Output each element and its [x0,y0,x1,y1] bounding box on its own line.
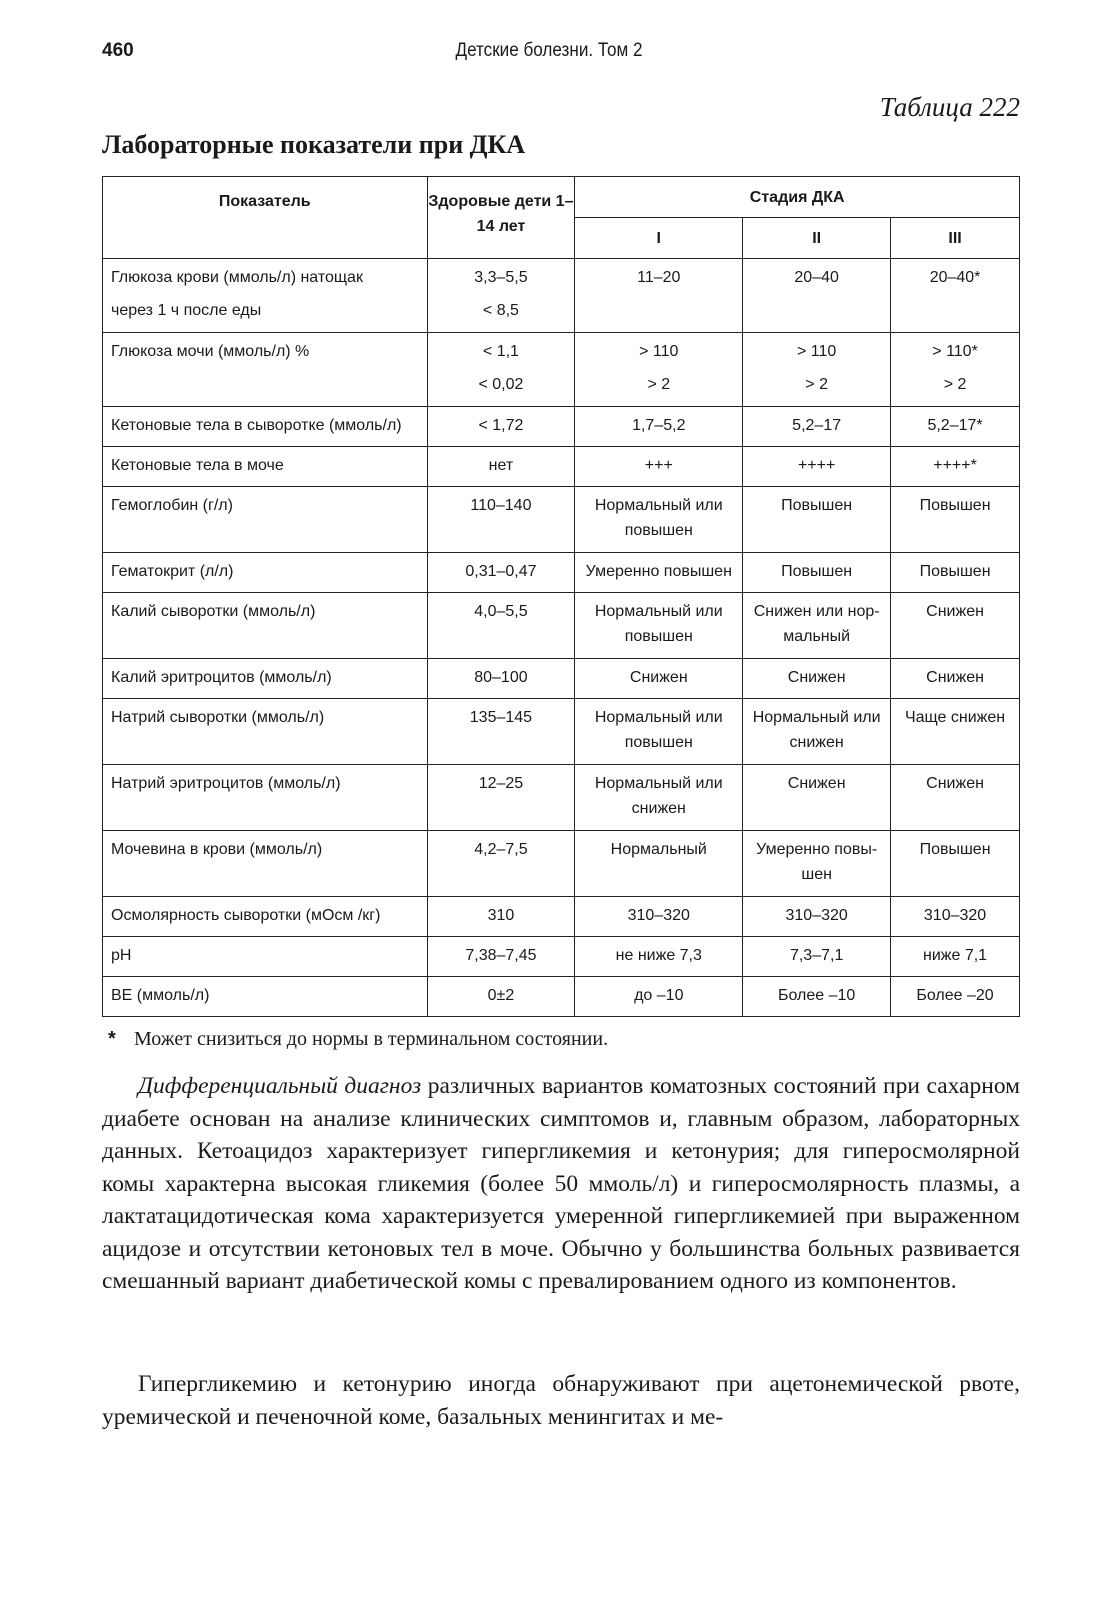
cell-line: Повышен [919,497,991,514]
cell-line: ++++* [933,457,977,474]
stage-3-header: III [891,218,1020,259]
indicator-cell [103,897,428,937]
cell-line: Снижен или нор- [753,603,880,620]
cell-line: 4,2–7,5 [474,841,528,858]
stage-3-cell [891,659,1020,699]
table-row [103,897,1020,937]
cell-line: > 110* [932,343,978,360]
stage-3-cell [891,977,1020,1017]
table-row [103,593,1020,659]
cell-line: 0±2 [487,987,515,1004]
cell-line: Повышен [919,841,991,858]
cell-line: > 2 [805,376,828,393]
col-stage-header: Стадия ДКА [575,177,1020,218]
cell-line: +++ [644,457,673,474]
cell-line: Более –10 [777,987,856,1004]
col-indicator-header: Показатель [103,177,428,259]
cell-line: 12–25 [478,775,524,792]
table-row [103,487,1020,553]
cell-line: 3,3–5,5 [474,269,528,286]
indicator-cell [103,593,428,659]
table-row [103,937,1020,977]
cell-line: 310–320 [627,907,690,924]
healthy-cell [427,699,575,765]
stage-1-cell [575,333,743,407]
table-row [103,831,1020,897]
stage-2-cell [743,699,891,765]
cell-line: Натрий сыворотки (ммоль/л) [111,709,325,726]
stage-3-cell [891,831,1020,897]
cell-line: > 110 [797,343,837,360]
stage-1-cell [575,831,743,897]
indicator-cell [103,699,428,765]
table-title: Лабораторные показатели при ДКА [102,130,526,159]
cell-line: не ниже 7,3 [615,947,702,964]
stage-2-cell [743,259,891,333]
stage-1-cell [575,553,743,593]
cell-line: Мочевина в крови (ммоль/л) [111,841,323,858]
stage-3-cell [891,897,1020,937]
cell-line: Снижен [787,669,846,686]
cell-line: > 2 [943,376,967,393]
cell-line: до –10 [634,987,684,1004]
indicator-cell [103,831,428,897]
stage-1-cell [575,699,743,765]
stage-3-cell [891,699,1020,765]
lab-table [102,176,1020,1017]
cell-line: Умеренно повышен [585,563,732,580]
cell-line: Повышен [781,497,853,514]
cell-line: < 0,02 [478,376,524,393]
cell-line: ниже 7,1 [923,947,988,964]
stage-1-cell [575,765,743,831]
healthy-cell [427,765,575,831]
table-row [103,659,1020,699]
table-row [103,333,1020,407]
stage-1-header: I [575,218,743,259]
stage-1-cell [575,447,743,487]
stage-3-cell [891,765,1020,831]
page-number: 460 [102,40,134,61]
cell-line: Глюкоза крови (ммоль/л) натощак [111,269,363,286]
stage-2-cell [743,333,891,407]
table-row [103,977,1020,1017]
indicator-cell [103,937,428,977]
indicator-cell [103,765,428,831]
stage-1-cell [575,977,743,1017]
stage-3-cell [891,333,1020,407]
cell-line: Кетоновые тела в моче [111,457,284,474]
cell-line: повышен [624,522,693,539]
stage-2-cell [743,407,891,447]
healthy-cell [427,659,575,699]
stage-3-cell [891,487,1020,553]
table-body [103,259,1020,1017]
stage-2-cell [743,487,891,553]
cell-line: Снижен [629,669,688,686]
stage-2-cell [743,765,891,831]
cell-line: BE (ммоль/л) [111,987,210,1004]
table-row [103,699,1020,765]
stage-1-cell [575,937,743,977]
indicator-cell [103,977,428,1017]
cell-line: Нормальный или [594,497,723,514]
cell-line: Чаще снижен [904,709,1006,726]
stage-1-cell [575,259,743,333]
cell-line: повышен [624,734,693,751]
stage-1-cell [575,407,743,447]
stage-3-cell [891,407,1020,447]
cell-line: 80–100 [474,669,528,686]
healthy-cell [427,937,575,977]
healthy-cell [427,333,575,407]
cell-line: 310 [487,907,515,924]
cell-line: 20–40* [929,269,981,286]
cell-line: Кетоновые тела в сыворотке (ммоль/л) [111,417,402,434]
cell-line: 20–40 [794,269,839,286]
cell-line: снижен [789,734,844,751]
col-healthy-header: Здоровые дети 1–14 лет [427,177,575,259]
stage-1-cell [575,593,743,659]
healthy-cell [427,593,575,659]
stage-3-cell [891,259,1020,333]
cell-line: Более –20 [916,987,994,1004]
cell-line: Гематокрит (л/л) [111,563,234,580]
cell-line: нет [488,457,514,474]
cell-line: Нормальный или [594,709,723,726]
cell-line: Осмолярность сыворотки (мОсм /кг) [111,907,381,924]
paragraph-italic-term: Дифференциальный диагноз [138,1073,422,1099]
cell-line: 0,31–0,47 [465,563,537,580]
cell-line: Гемоглобин (г/л) [111,497,233,514]
stage-1-cell [575,487,743,553]
cell-line: Калий сыворотки (ммоль/л) [111,603,316,620]
cell-line: > 110 [639,343,679,360]
indicator-cell [103,553,428,593]
healthy-cell [427,553,575,593]
cell-line: Повышен [919,563,991,580]
cell-line: 310–320 [923,907,987,924]
healthy-cell [427,259,575,333]
table-row [103,407,1020,447]
footnote [108,1028,608,1051]
paragraph-hyperglycemia: Гипергликемию и кетонурию иногда обнаруживают при ацетонемической рвоте, уремической и печеночной коме, базальных менингитах и ме- [102,1371,1020,1430]
cell-line: Снижен [926,775,984,792]
stage-2-cell [743,593,891,659]
stage-2-cell [743,977,891,1017]
healthy-cell [427,447,575,487]
cell-line: шен [801,866,832,883]
paragraph-differential-diagnosis [102,1070,1020,1298]
cell-line: 4,0–5,5 [474,603,528,620]
cell-line: Умеренно повы- [756,841,878,858]
healthy-cell [427,831,575,897]
cell-line: < 1,1 [482,343,519,360]
footnote-text: Может снизиться до нормы в терминальном состоянии. [134,1028,609,1050]
cell-line: 5,2–17 [792,417,842,434]
stage-2-cell [743,553,891,593]
cell-line: через 1 ч после еды [111,302,262,319]
cell-line: Снижен [926,603,984,620]
table-row [103,553,1020,593]
indicator-cell [103,333,428,407]
healthy-cell [427,977,575,1017]
cell-line: 1,7–5,2 [632,417,686,434]
cell-line: ++++ [797,457,836,474]
cell-line: Повышен [781,563,853,580]
cell-line: 5,2–17* [927,417,983,434]
cell-line: Калий эритроцитов (ммоль/л) [111,669,332,686]
indicator-cell [103,447,428,487]
cell-line: < 8,5 [482,302,519,319]
running-header: Детские болезни. Том 2 [455,40,643,61]
footnote-mark: * [108,1028,116,1050]
cell-line: Натрий эритроцитов (ммоль/л) [111,775,341,792]
stage-3-cell [891,593,1020,659]
cell-line: повышен [624,628,693,645]
cell-line: Снижен [787,775,846,792]
indicator-cell [103,487,428,553]
stage-3-cell [891,553,1020,593]
cell-line: 7,3–7,1 [789,947,844,964]
cell-line: 310–320 [785,907,848,924]
table-row [103,765,1020,831]
cell-line: > 2 [647,376,671,393]
healthy-cell [427,407,575,447]
cell-line: 110–140 [470,497,532,514]
stage-2-header: II [743,218,891,259]
indicator-cell [103,659,428,699]
cell-line: снижен [631,800,686,817]
stage-3-cell [891,447,1020,487]
cell-line: Глюкоза мочи (ммоль/л) % [111,343,310,360]
stage-3-cell [891,937,1020,977]
table-row [103,447,1020,487]
stage-2-cell [743,659,891,699]
cell-line: Нормальный или [594,775,723,792]
cell-line: 135–145 [469,709,533,726]
stage-1-cell [575,897,743,937]
table-row [103,259,1020,333]
table-number: Таблица 222 [879,92,1020,122]
cell-line: Нормальный или [752,709,881,726]
paragraph-body: различных вариантов коматозных состояний при сахарном диабете основан на анализе клинических симптомов и, главным образом, лабораторных данных. Кетоацидоз характеризует гипергликемия и кетонурия; для гиперосмолярной комы характерна высокая гликемия (более 50 ммоль/л) и гиперосмолярность плазмы, а лактатацидотическая кома характеризуется умеренной гипергликемией при выраженном ацидозе и отсутствии кетоновых тел в моче. Обычно у большинства больных развивается смешанный вариант диабетической комы с превалированием одного из компонентов. [102,1073,1020,1294]
indicator-cell [103,407,428,447]
cell-line: Нормальный или [594,603,723,620]
cell-line: pH [111,947,132,964]
cell-line: Снижен [926,669,984,686]
cell-line: мальный [783,628,851,645]
stage-2-cell [743,937,891,977]
cell-line: 11–20 [637,269,681,286]
healthy-cell [427,487,575,553]
indicator-cell [103,259,428,333]
cell-line: < 1,72 [478,417,524,434]
stage-2-cell [743,447,891,487]
healthy-cell [427,897,575,937]
cell-line: 7,38–7,45 [465,947,537,964]
stage-2-cell [743,831,891,897]
stage-2-cell [743,897,891,937]
stage-1-cell [575,659,743,699]
cell-line: Нормальный [610,841,707,858]
